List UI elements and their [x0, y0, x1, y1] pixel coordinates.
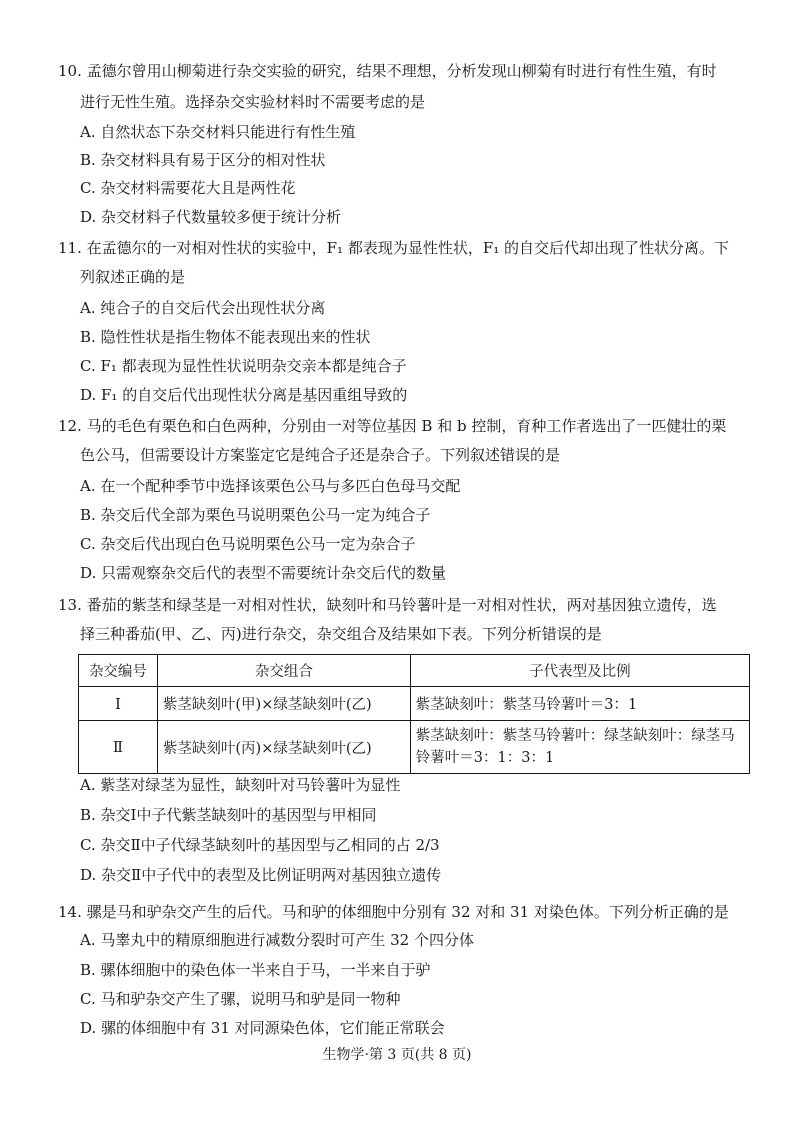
- q13-number: 13.: [58, 596, 82, 614]
- q13-stem-line2: 择三种番茄(甲、乙、丙)进行杂交，杂交组合及结果如下表。下列分析错误的是: [80, 625, 602, 643]
- q13-option-d: D. 杂交Ⅱ中子代中的表型及比例证明两对基因独立遗传: [80, 866, 442, 884]
- q10-option-c: C. 杂交材料需要花大且是两性花: [80, 179, 296, 197]
- table-header-row: [79, 655, 750, 687]
- q12-stem-text1: 马的毛色有栗色和白色两种，分别由一对等位基因 B 和 b 控制，育种工作者选出了一匹健壮的栗: [86, 417, 727, 435]
- q10-stem-text1: 孟德尔曾用山柳菊进行杂交实验的研究，结果不理想，分析发现山柳菊有时进行有性生殖，有时: [86, 62, 717, 80]
- table-header-id: 杂交编号: [79, 655, 158, 687]
- q13-option-a: A. 紫茎对绿茎为显性，缺刻叶对马铃薯叶为显性: [80, 776, 401, 794]
- table-cell-result: 紫茎缺刻叶：紫茎马铃薯叶＝3：1: [410, 687, 749, 721]
- q12-number: 12.: [58, 417, 82, 435]
- table-cell-cross: 紫茎缺刻叶(丙)×绿茎缺刻叶(乙): [157, 721, 410, 774]
- q14-option-c: C. 马和驴杂交产生了骡，说明马和驴是同一物种: [80, 990, 401, 1008]
- q14-number: 14.: [58, 903, 82, 921]
- q11-number: 11.: [58, 239, 82, 257]
- q11-stem-line2: 列叙述正确的是: [80, 268, 186, 286]
- cross-results-table: [78, 654, 750, 774]
- q12-stem-line2: 色公马，但需要设计方案鉴定它是纯合子还是杂合子。下列叙述错误的是: [80, 446, 561, 464]
- q10-stem-line2: 进行无性生殖。选择杂交实验材料时不需要考虑的是: [80, 93, 426, 111]
- q11-option-b: B. 隐性性状是指生物体不能表现出来的性状: [80, 328, 371, 346]
- q12-stem-line1: [58, 415, 726, 437]
- q10-stem-line1: [58, 60, 717, 82]
- q14-stem-text1: 骡是马和驴杂交产生的后代。马和驴的体细胞中分别有 32 对和 31 对染色体。下列分析正确的是: [86, 903, 729, 921]
- q14-stem-line1: [58, 901, 729, 923]
- q12-option-c: C. 杂交后代出现白色马说明栗色公马一定为杂合子: [80, 535, 416, 553]
- q10-option-a: A. 自然状态下杂交材料只能进行有性生殖: [80, 123, 356, 141]
- q13-option-b: B. 杂交Ⅰ中子代紫茎缺刻叶的基因型与甲相同: [80, 806, 377, 824]
- q10-number: 10.: [58, 62, 82, 80]
- q12-option-d: D. 只需观察杂交后代的表型不需要统计杂交后代的数量: [80, 564, 447, 582]
- q14-option-b: B. 骡体细胞中的染色体一半来自于马，一半来自于驴: [80, 961, 431, 979]
- q14-option-d: D. 骡的体细胞中有 31 对同源染色体，它们能正常联会: [80, 1019, 445, 1037]
- table-header-result: 子代表型及比例: [410, 655, 749, 687]
- q13-stem-text1: 番茄的紫茎和绿茎是一对相对性状，缺刻叶和马铃薯叶是一对相对性状，两对基因独立遗传，选: [86, 596, 717, 614]
- q10-option-d: D. 杂交材料子代数量较多便于统计分析: [80, 208, 342, 226]
- page-footer: 生物学·第 3 页(共 8 页): [322, 1047, 472, 1063]
- q11-stem-text1: 在孟德尔的一对相对性状的实验中，F₁ 都表现为显性性状，F₁ 的自交后代却出现了性状分离。下: [86, 239, 730, 257]
- table-row: [79, 687, 750, 721]
- table-cell-cross: 紫茎缺刻叶(甲)×绿茎缺刻叶(乙): [157, 687, 410, 721]
- q12-option-b: B. 杂交后代全部为栗色马说明栗色公马一定为纯合子: [80, 506, 431, 524]
- q11-option-d: D. F₁ 的自交后代出现性状分离是基因重组导致的: [80, 386, 408, 404]
- table-cell-id: Ⅱ: [79, 721, 158, 774]
- table-cell-result: 紫茎缺刻叶：紫茎马铃薯叶：绿茎缺刻叶：绿茎马铃薯叶＝3：1：3：1: [410, 721, 749, 774]
- q14-option-a: A. 马睾丸中的精原细胞进行减数分裂时可产生 32 个四分体: [80, 931, 474, 949]
- table-row: [79, 721, 750, 774]
- q11-option-a: A. 纯合子的自交后代会出现性状分离: [80, 299, 326, 317]
- q13-option-c: C. 杂交Ⅱ中子代绿茎缺刻叶的基因型与乙相同的占 2/3: [80, 836, 440, 854]
- q11-option-c: C. F₁ 都表现为显性性状说明杂交亲本都是纯合子: [80, 357, 407, 375]
- q12-option-a: A. 在一个配种季节中选择该栗色公马与多匹白色母马交配: [80, 477, 461, 495]
- q13-stem-line1: [58, 594, 717, 616]
- q10-option-b: B. 杂交材料具有易于区分的相对性状: [80, 151, 326, 169]
- table-cell-id: Ⅰ: [79, 687, 158, 721]
- table-header-cross: 杂交组合: [157, 655, 410, 687]
- q11-stem-line1: [58, 237, 729, 259]
